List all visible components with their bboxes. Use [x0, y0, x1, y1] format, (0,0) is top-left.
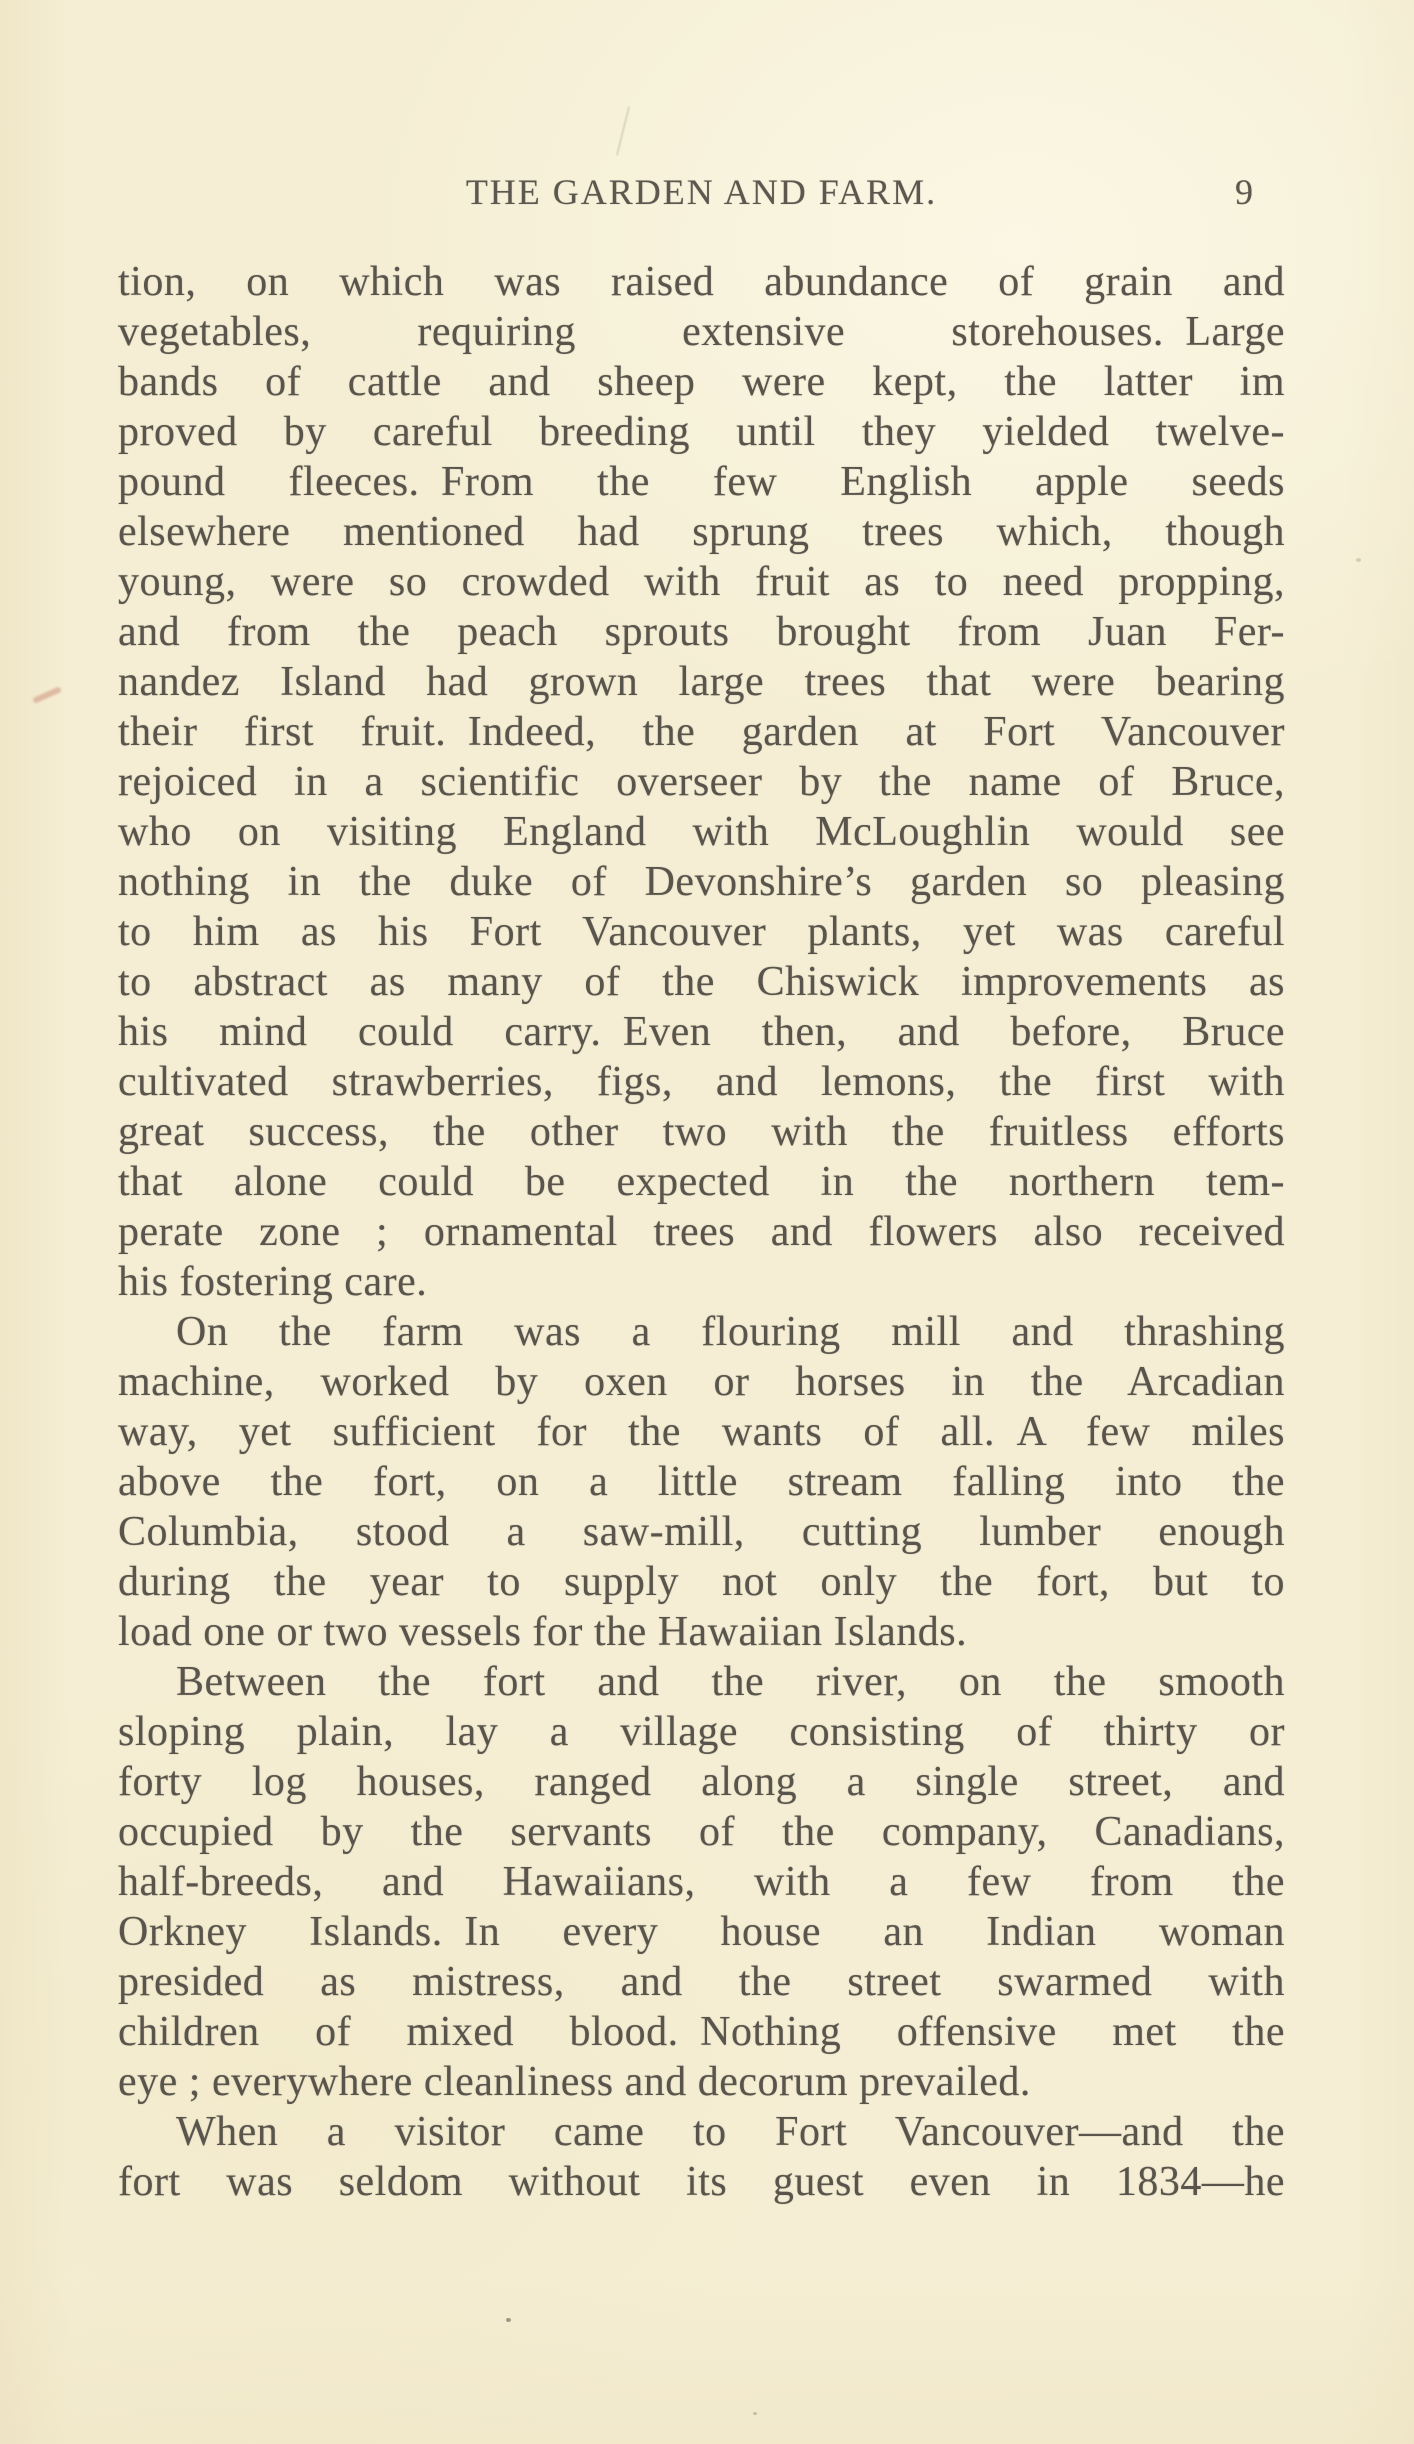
text-line: occupied by the servants of the company, Canadians, — [118, 1809, 1285, 1855]
text-line: bands of cattle and sheep were kept, the latter im — [118, 359, 1285, 405]
text-line: Columbia, stood a saw-mill, cutting lumber enough — [118, 1509, 1285, 1555]
text-line: rejoiced in a scientific overseer by the name of Bruce, — [118, 759, 1285, 805]
text-line: perate zone ; ornamental trees and flowers also received — [118, 1209, 1285, 1255]
text-line: Between the fort and the river, on the smooth — [176, 1659, 1285, 1705]
text-line: who on visiting England with McLoughlin would see — [118, 809, 1285, 855]
ink-speck — [506, 2318, 511, 2322]
text-line: forty log houses, ranged along a single street, and — [118, 1759, 1285, 1805]
page-number: 9 — [1235, 172, 1253, 212]
text-line: way, yet sufficient for the wants of all. A few miles — [118, 1409, 1285, 1455]
text-line: sloping plain, lay a village consisting of thirty or — [118, 1709, 1285, 1755]
text-line: above the fort, on a little stream falling into the — [118, 1459, 1285, 1505]
text-line: presided as mistress, and the street swarmed with — [118, 1959, 1285, 2005]
running-header-title: THE GARDEN AND FARM. — [465, 172, 938, 212]
text-line: eye ; everywhere cleanliness and decorum prevailed. — [118, 2059, 1031, 2105]
text-line: their first fruit. Indeed, the garden at Fort Vancouver — [118, 709, 1285, 755]
text-line: his fostering care. — [118, 1259, 428, 1305]
text-line: young, were so crowded with fruit as to need propping, — [118, 559, 1285, 605]
text-line: great success, the other two with the fruitless efforts — [118, 1109, 1285, 1155]
text-line: pound fleeces. From the few English apple seeds — [118, 459, 1285, 505]
text-line: Orkney Islands. In every house an Indian woman — [118, 1909, 1285, 1955]
text-line: vegetables, requiring extensive storehouses. Large — [118, 309, 1285, 355]
ink-speck — [753, 2412, 757, 2415]
text-line: to him as his Fort Vancouver plants, yet was careful — [118, 909, 1285, 955]
text-line: elsewhere mentioned had sprung trees which, though — [118, 509, 1285, 555]
text-line: machine, worked by oxen or horses in the Arcadian — [118, 1359, 1285, 1405]
running-header — [118, 172, 1285, 212]
text-line: When a visitor came to Fort Vancouver—and the — [176, 2109, 1285, 2155]
text-line: fort was seldom without its guest even in 1834—he — [118, 2159, 1285, 2205]
text-line: nothing in the duke of Devonshire’s garden so pleasing — [118, 859, 1285, 905]
text-line: that alone could be expected in the northern tem- — [118, 1159, 1285, 1205]
text-line: children of mixed blood. Nothing offensive met the — [118, 2009, 1285, 2055]
text-line: cultivated strawberries, figs, and lemons, the first with — [118, 1059, 1285, 1105]
text-line: On the farm was a flouring mill and thrashing — [176, 1309, 1285, 1355]
text-line: half-breeds, and Hawaiians, with a few from the — [118, 1859, 1285, 1905]
ink-speck — [1356, 558, 1361, 562]
red-stain — [32, 686, 62, 704]
page-text — [118, 257, 1285, 2207]
text-line: load one or two vessels for the Hawaiian Islands. — [118, 1609, 968, 1655]
text-line: during the year to supply not only the fort, but to — [118, 1559, 1285, 1605]
text-line: nandez Island had grown large trees that were bearing — [118, 659, 1285, 705]
text-line: and from the peach sprouts brought from Juan Fer- — [118, 609, 1285, 655]
text-line: his mind could carry. Even then, and before, Bruce — [118, 1009, 1285, 1055]
paper-scratch — [616, 107, 630, 156]
text-line: to abstract as many of the Chiswick improvements as — [118, 959, 1285, 1005]
text-line: tion, on which was raised abundance of grain and — [118, 259, 1285, 305]
text-line: proved by careful breeding until they yielded twelve- — [118, 409, 1285, 455]
